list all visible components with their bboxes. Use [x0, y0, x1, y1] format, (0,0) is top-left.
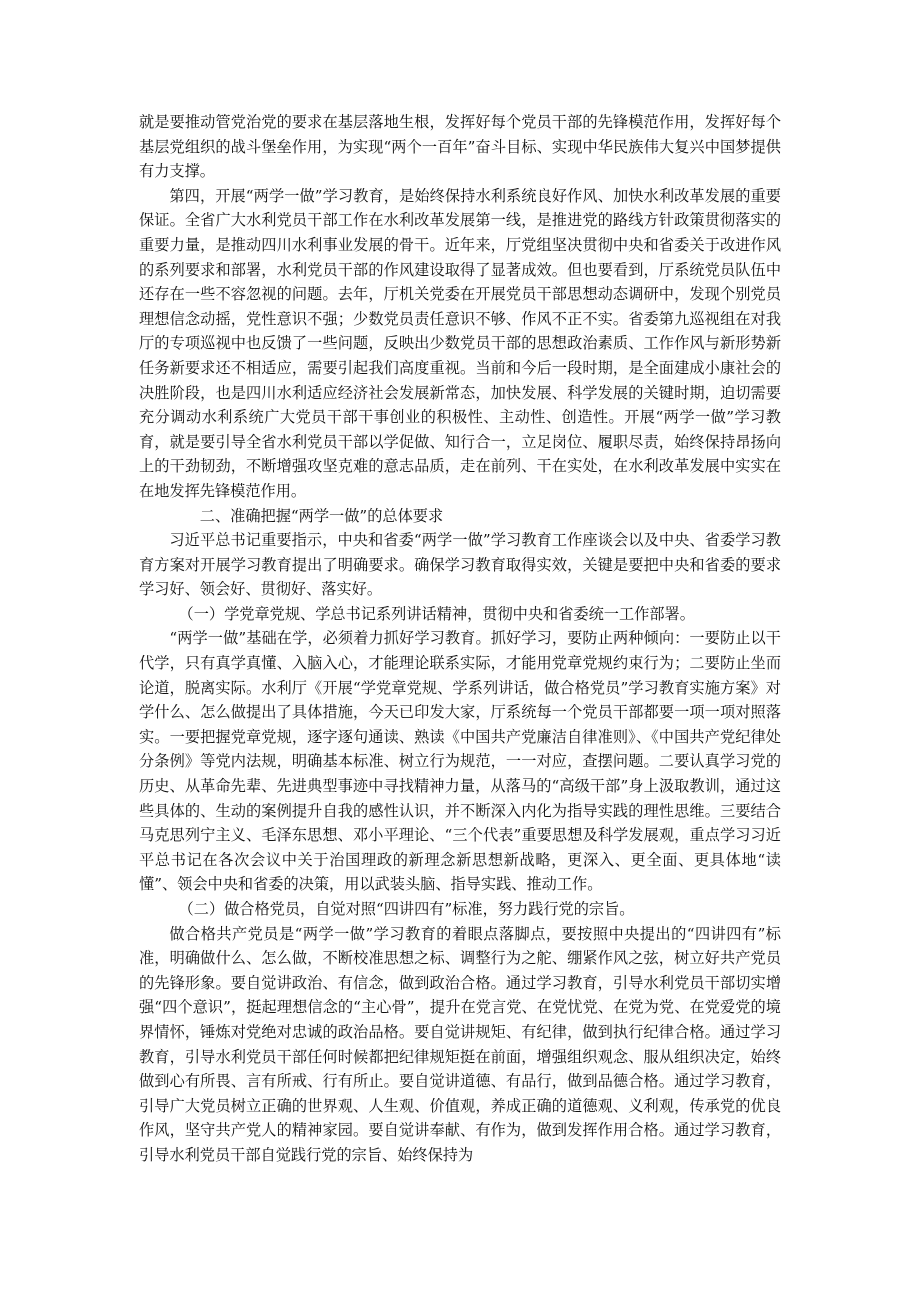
section-heading-two: 二、准确把握“两学一做”的总体要求: [199, 506, 444, 525]
sub-heading-one: （一）学党章党规、学总书记系列讲话精神，贯彻中央和省委统一工作部署。: [178, 604, 695, 623]
document-page: [139, 110, 781, 1168]
paragraph-fourth-point: 第四，开展“两学一做”学习教育，是始终保持水利系统良好作风、加快水利改革发展的重要保证。全省广大水利党员干部工作在水利改革发展第一线，是推进党的路线方针政策贯彻落实的重要力量，是推动四川水利事业发展的骨干。近年来，厅党组坚决贯彻中央和省委关于改进作风的系列要求和部署，水利党员干部的作风建设取得了显著成效。但也要看到，厅系统党员队伍中还存在一些不容忽视的问题。去年，厅机关党委在开展党员干部思想动态调研中，发现个别党员理想信念动摇，党性意识不强；少数党员责任意识不够、作风不正不实。省委第九巡视组在对我厅的专项巡视中也反馈了一些问题，反映出少数党员干部的思想政治素质、工作作风与新形势新任务新要求还不相适应，需要引起我们高度重视。当前和今后一段时期，是全面建成小康社会的决胜阶段，也是四川水利适应经济社会发展新常态，加快发展、科学发展的关键时期，迫切需要充分调动水利系统广大党员干部干事创业的积极性、主动性、创造性。开展“两学一做”学习教育，就是要引导全省水利党员干部以学促做、知行合一，立足岗位、履职尽责，始终保持昂扬向上的干劲韧劲，不断增强攻坚克难的意志品质，走在前列、干在实处，在水利改革发展中实实在在地发挥先锋模范作用。: [139, 186, 781, 500]
sub-heading-two: （二）做合格党员，自觉对照“四讲四有”标准，努力践行党的宗旨。: [178, 900, 635, 918]
paragraph-qualified-member: 做合格共产党员是“两学一做”学习教育的着眼点落脚点，要按照中央提出的“四讲四有”标准，明确做什么、怎么做，不断校准思想之标、调整行为之舵、绷紧作风之弦，树立好共产党员的先锋形象。要自觉讲政治、有信念，做到政治合格。通过学习教育，引导水利党员干部切实增强“四个意识”，挺起理想信念的“主心骨”，提升在党言党、在党忧党、在党为党、在党爱党的境界情怀，锤炼对党绝对忠诚的政治品格。要自觉讲规矩、有纪律，做到执行纪律合格。通过学习教育，引导水利党员干部任何时候都把纪律规矩挺在前面，增强组织观念、服从组织决定，始终做到心有所畏、言有所戒、行有所止。要自觉讲道德、有品行，做到品德合格。通过学习教育，引导广大党员树立正确的世界观、人生观、价值观，养成正确的道德观、义利观，传承党的优良作风，坚守共产党人的精神家园。要自觉讲奉献、有作为，做到发挥作用合格。通过学习教育，引导水利党员干部自觉践行党的宗旨、始终保持为: [139, 924, 781, 1164]
paragraph-study-foundation: “两学一做”基础在学，必须着力抓好学习教育。抓好学习，要防止两种倾向：一要防止以干代学，只有真学真懂、入脑入心，才能理论联系实际，才能用党章党规约束行为；二要防止坐而论道，脱离实际。水利厅《开展“学党章党规、学系列讲话，做合格党员”学习教育实施方案》对学什么、怎么做提出了具体措施，今天已印发大家，厅系统每一个党员干部都要一项一项对照落实。一要把握党章党规，逐字逐句通读、熟读《中国共产党廉洁自律准则》、《中国共产党纪律处分条例》等党内法规，明确基本标准、树立行为规范，一一对应，查摆问题。二要认真学习党的历史、从革命先辈、先进典型事迹中寻找精神力量，从落马的“高级干部”身上汲取教训，通过这些具体的、生动的案例提升自我的感性认识，并不断深入内化为指导实践的理性思维。三要结合马克思列宁主义、毛泽东思想、邓小平理论、“三个代表”重要思想及科学发展观，重点学习习近平总书记在各次会议中关于治国理政的新理念新思想新战略，更深入、更全面、更具体地“读懂”、领会中央和省委的决策，用以武装头脑、指导实践、推动工作。: [139, 629, 781, 894]
paragraph-intro: 就是要推动管党治党的要求在基层落地生根，发挥好每个党员干部的先锋模范作用，发挥好每个基层党组织的战斗堡垒作用，为实现“两个一百年”奋斗目标、实现中华民族伟大复兴中国梦提供有力支撑。: [139, 113, 781, 181]
paragraph-general-requirements: 习近平总书记重要指示，中央和省委“两学一做”学习教育工作座谈会以及中央、省委学习教育方案对开展学习教育提出了明确要求。确保学习教育取得实效，关键是要把中央和省委的要求学习好、领会好、贯彻好、落实好。: [139, 531, 781, 599]
